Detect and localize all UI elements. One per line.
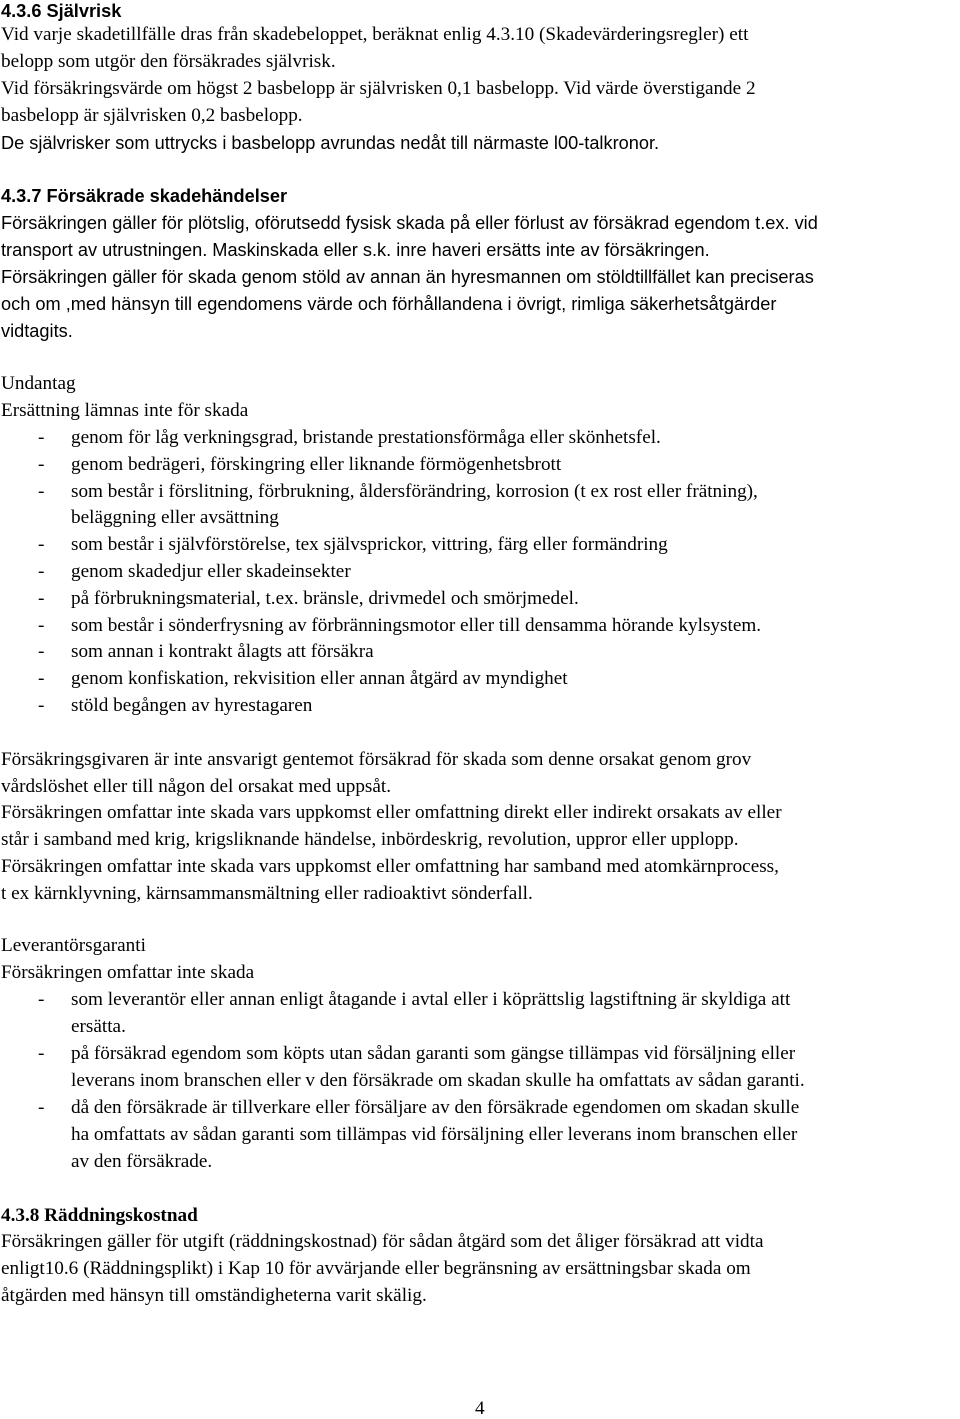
list-item: på försäkrad egendom som köpts utan sådan garanti som gängse tillämpas vid försäljning eller — [71, 1043, 796, 1064]
paragraph-line: står i samband med krig, krigsliknande händelse, inbördeskrig, revolution, uppror eller upplopp. — [1, 829, 739, 850]
subsection-heading-leverantorsgaranti: Leverantörsgaranti — [1, 935, 146, 956]
paragraph-line: t ex kärnklyvning, kärnsammansmältning eller radioaktivt sönderfall. — [1, 883, 533, 904]
list-item: genom skadedjur eller skadeinsekter — [71, 561, 351, 582]
paragraph-line: Försäkringsgivaren är inte ansvarigt gentemot försäkrad för skada som denne orsakat genom grov — [1, 749, 752, 770]
paragraph-line: vårdslöshet eller till någon del orsakat med uppsåt. — [1, 776, 392, 797]
list-item: som består i självförstörelse, tex självsprickor, vittring, färg eller formändring — [71, 534, 668, 556]
paragraph-line: enligt10.6 (Räddningsplikt) i Kap 10 för avvärjande eller begränsning av ersättningsbar skada om — [1, 1258, 751, 1279]
list-item: leverans inom branschen eller v den försäkrade om skadan skulle ha omfattats av sådan garanti. — [71, 1070, 805, 1091]
paragraph-line: vidtagits. — [1, 321, 73, 341]
paragraph-line: Försäkringen omfattar inte skada vars uppkomst eller omfattning har samband med atomkärnprocess, — [1, 856, 779, 877]
list-intro: Ersättning lämnas inte för skada — [1, 400, 249, 421]
paragraph-line: De självrisker som uttrycks i basbelopp avrundas nedåt till närmaste l00-talkronor. — [1, 133, 660, 153]
list-bullet: - — [38, 534, 45, 556]
list-intro: Försäkringen omfattar inte skada — [1, 962, 255, 983]
list-item: av den försäkrade. — [71, 1151, 213, 1172]
page-number: 4 — [475, 1398, 485, 1419]
paragraph-line: och om ,med hänsyn till egendomens värde och förhållandena i övrigt, rimliga säkerhetsåtgärder — [1, 294, 777, 314]
list-item: ersätta. — [71, 1016, 126, 1037]
list-bullet: - — [38, 480, 45, 502]
paragraph-line: Försäkringen gäller för utgift (räddningskostnad) för sådan åtgärd som det åliger försäkrad att vidta — [1, 1231, 764, 1252]
list-item: stöld begången av hyrestagaren — [71, 695, 313, 716]
section-heading-raddningskostnad: 4.3.8 Räddningskostnad — [1, 1205, 198, 1226]
list-bullet: - — [38, 668, 45, 690]
paragraph-line: basbelopp är självrisken 0,2 basbelopp. — [1, 105, 303, 126]
list-item: ha omfattats av sådan garanti som tillämpas vid försäljning eller leverans inom branschen eller — [71, 1124, 798, 1145]
paragraph-line: Försäkringen omfattar inte skada vars uppkomst eller omfattning direkt eller indirekt orsakats av eller — [1, 802, 782, 823]
list-bullet: - — [38, 695, 45, 716]
paragraph-line: Vid varje skadetillfälle dras från skadebeloppet, beräknat enlig 4.3.10 (Skadevärderingsregler) ett — [1, 24, 749, 45]
list-bullet: - — [38, 614, 45, 636]
list-item: beläggning eller avsättning — [71, 507, 279, 529]
section-heading-sjalvrisk: 4.3.6 Självrisk — [1, 1, 122, 21]
list-item: då den försäkrade är tillverkare eller försäljare av den försäkrade egendomen om skadan skulle — [71, 1097, 800, 1118]
paragraph-line: Försäkringen gäller för plötslig, oförutsedd fysisk skada på eller förlust av försäkrad egendom t.ex. vid — [1, 213, 818, 233]
section-heading-skadehandelser: 4.3.7 Försäkrade skadehändelser — [1, 186, 288, 206]
subsection-heading-undantag: Undantag — [1, 373, 76, 394]
paragraph-line: Vid försäkringsvärde om högst 2 basbelopp är självrisken 0,1 basbelopp. Vid värde överstigande 2 — [1, 78, 756, 99]
list-bullet: - — [38, 561, 45, 582]
list-bullet: - — [38, 989, 45, 1010]
list-bullet: - — [38, 641, 45, 663]
list-bullet: - — [38, 1043, 45, 1064]
list-item: som leverantör eller annan enligt åtagande i avtal eller i köprättslig lagstiftning är skyldiga att — [71, 989, 791, 1010]
list-item: på förbrukningsmaterial, t.ex. bränsle, drivmedel och smörjmedel. — [71, 587, 579, 609]
list-item: genom konfiskation, rekvisition eller annan åtgärd av myndighet — [71, 668, 568, 690]
list-item: som består i sönderfrysning av förbränningsmotor eller till densamma hörande kylsystem. — [71, 614, 762, 636]
list-bullet: - — [38, 453, 45, 475]
paragraph-line: belopp som utgör den försäkrades självrisk. — [1, 51, 336, 72]
list-item: genom för låg verkningsgrad, bristande prestationsförmåga eller skönhetsfel. — [71, 427, 661, 448]
paragraph-line: transport av utrustningen. Maskinskada eller s.k. inre haveri ersätts inte av försäkringen. — [1, 240, 710, 260]
list-item: genom bedrägeri, förskingring eller liknande förmögenhetsbrott — [71, 453, 562, 475]
paragraph-line: åtgärden med hänsyn till omständigheterna varit skälig. — [1, 1285, 427, 1306]
list-bullet: - — [38, 1097, 45, 1118]
paragraph-line: Försäkringen gäller för skada genom stöld av annan än hyresmannen om stöldtillfället kan preciseras — [1, 267, 814, 287]
list-item: som annan i kontrakt ålagts att försäkra — [71, 641, 374, 663]
list-bullet: - — [38, 427, 45, 448]
list-bullet: - — [38, 587, 45, 609]
list-item: som består i förslitning, förbrukning, åldersförändring, korrosion (t ex rost eller frätning), — [71, 480, 758, 502]
